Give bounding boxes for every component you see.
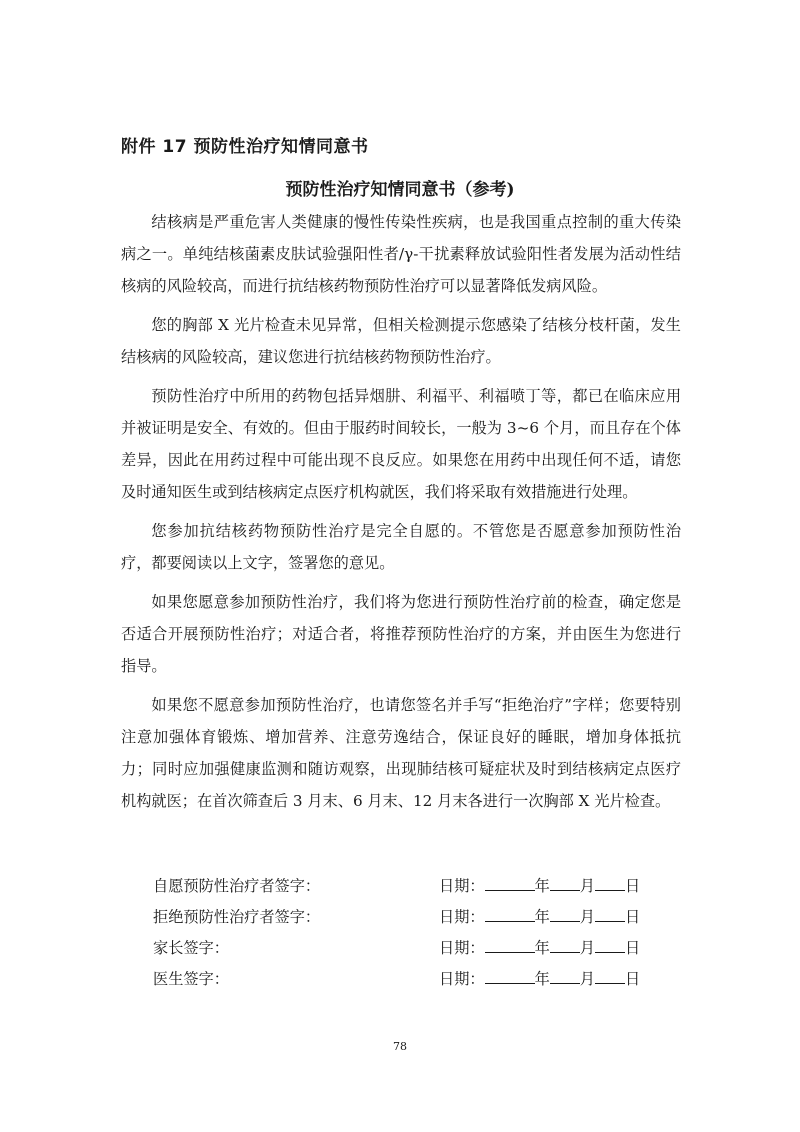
- paragraph-agree: 如果您愿意参加预防性治疗，我们将为您进行预防性治疗前的检查，确定您是否适合开展预防性治疗；对适合者，将推荐预防性治疗的方案，并由医生为您进行指导。: [121, 593, 681, 675]
- date-label: 日期：: [439, 877, 485, 895]
- paragraph-voluntary: 您参加抗结核药物预防性治疗是完全自愿的。不管您是否愿意参加预防性治疗，都要阅读以上文字，签署您的意见。: [121, 522, 681, 572]
- signature-row-voluntary: [153, 870, 653, 901]
- date-label: 日期：: [439, 908, 485, 926]
- consent-body: [121, 206, 681, 824]
- paragraph-xray-result: 您的胸部 X 光片检查未见异常，但相关检测提示您感染了结核分枝杆菌，发生结核病的风险较高，建议您进行抗结核药物预防性治疗。: [121, 316, 681, 366]
- month-label: 月: [579, 908, 595, 926]
- signature-label: 自愿预防性治疗者签字：: [153, 877, 321, 895]
- year-blank[interactable]: [485, 906, 535, 922]
- date-label: 日期：: [439, 939, 485, 957]
- signature-label: 医生签字：: [153, 970, 229, 988]
- month-label: 月: [579, 939, 595, 957]
- month-label: 月: [579, 970, 595, 988]
- day-blank[interactable]: [595, 937, 625, 953]
- paragraph-medication: 预防性治疗中所用的药物包括异烟肼、利福平、利福喷丁等，都已在临床应用并被证明是安全、有效的。但由于服药时间较长，一般为 3~6 个月，而且存在个体差异，因此在用药过程中可能出现不良反应。如果您在用药中出现任何不适，请您及时通知医生或到结核病定点医疗机构就医，我们将采取有效措施进行处理。: [121, 387, 681, 501]
- year-label: 年: [534, 939, 550, 957]
- month-blank[interactable]: [550, 937, 580, 953]
- day-blank[interactable]: [595, 906, 625, 922]
- signature-row-refuse: [153, 901, 653, 932]
- date-field: [439, 875, 653, 896]
- day-label: 日: [624, 908, 641, 926]
- date-field: [439, 937, 653, 958]
- year-label: 年: [534, 908, 550, 926]
- day-blank[interactable]: [595, 875, 625, 891]
- year-label: 年: [534, 970, 550, 988]
- date-label: 日期：: [439, 970, 485, 988]
- year-blank[interactable]: [485, 968, 535, 984]
- day-label: 日: [624, 970, 641, 988]
- month-blank[interactable]: [550, 906, 580, 922]
- year-blank[interactable]: [485, 875, 535, 891]
- signature-label: 拒绝预防性治疗者签字：: [153, 908, 321, 926]
- month-blank[interactable]: [550, 875, 580, 891]
- date-field: [439, 968, 653, 989]
- document-title: 预防性治疗知情同意书（参考): [285, 180, 515, 200]
- signature-row-doctor: [153, 963, 653, 994]
- month-label: 月: [579, 877, 595, 895]
- attachment-heading: 附件 17 预防性治疗知情同意书: [121, 137, 369, 157]
- page-number: 78: [393, 1040, 407, 1053]
- day-label: 日: [624, 877, 641, 895]
- year-label: 年: [534, 877, 550, 895]
- day-label: 日: [624, 939, 641, 957]
- signature-label: 家长签字：: [153, 939, 229, 957]
- signature-row-parent: [153, 932, 653, 963]
- year-blank[interactable]: [485, 937, 535, 953]
- month-blank[interactable]: [550, 968, 580, 984]
- signature-section: [153, 870, 653, 994]
- paragraph-intro: 结核病是严重危害人类健康的慢性传染性疾病，也是我国重点控制的重大传染病之一。单纯结核菌素皮肤试验强阳性者/γ-干扰素释放试验阳性者发展为活动性结核病的风险较高，而进行抗结核药物预防性治疗可以显著降低发病风险。: [121, 213, 681, 295]
- date-field: [439, 906, 653, 927]
- paragraph-refuse: 如果您不愿意参加预防性治疗，也请您签名并手写“拒绝治疗”字样；您要特别注意加强体育锻炼、增加营养、注意劳逸结合，保证良好的睡眠，增加身体抵抗力；同时应加强健康监测和随访观察，出现肺结核可疑症状及时到结核病定点医疗机构就医；在首次筛查后 3 月末、6 月末、12 月末各进行一次胸部 X 光片检查。: [121, 696, 681, 810]
- day-blank[interactable]: [595, 968, 625, 984]
